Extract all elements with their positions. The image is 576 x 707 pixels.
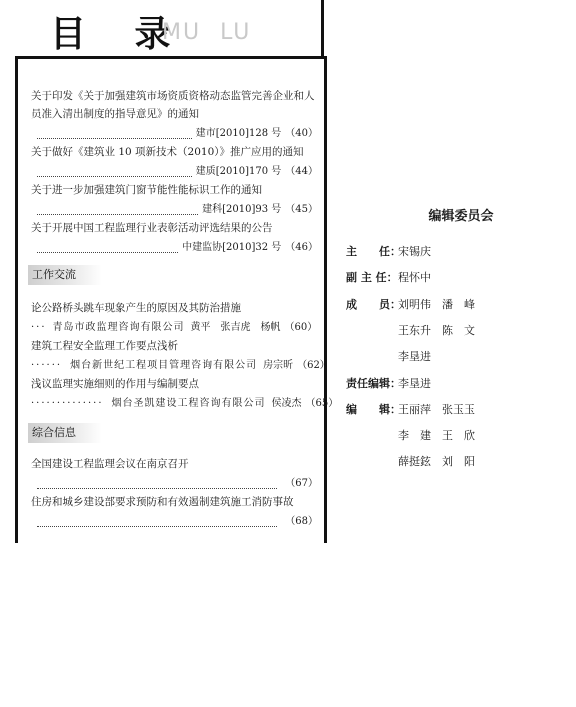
committee-role: 责任编辑： [346, 377, 401, 390]
leader-dots [37, 206, 198, 215]
toc-entry-ref-row [31, 125, 318, 143]
toc-entry-page: （65） [305, 398, 339, 409]
toc-entry-page: （46） [285, 242, 318, 253]
section-heading-general-info: 综合信息 [28, 423, 102, 443]
leader-dots [37, 244, 178, 253]
toc-entry-ref-row [31, 163, 318, 181]
toc-entry-doc-number: 中建监协[2010]32 号 [182, 242, 282, 253]
toc-entry-ref-row [31, 319, 318, 337]
committee-names: 宋锡庆 [398, 245, 431, 258]
committee-row [398, 348, 431, 364]
committee-names: 薛挺鉉 刘 阳 [398, 455, 475, 468]
toc-entry-title: 论公路桥头跳车现象产生的原因及其防治措施 [31, 302, 241, 314]
toc-entry[interactable] [31, 375, 339, 413]
toc-entry-authors: 侯凌杰 [271, 398, 302, 409]
committee-row [346, 269, 431, 285]
toc-entry[interactable] [31, 181, 318, 219]
toc-entry-title: 关于印发《关于加强建筑市场资质资格动态监管完善企业和人员准入清出制度的指导意见》的通知 [31, 90, 315, 120]
toc-entry-organization: 烟台新世纪工程项目管理咨询有限公司 [70, 360, 258, 371]
committee-names: 刘明伟 潘 峰 [398, 298, 475, 311]
contents-title-pinyin: MU LU [162, 20, 252, 45]
toc-entry-page: （62） [297, 360, 330, 371]
toc-entry-doc-number: 建科[2010]93 号 [202, 204, 282, 215]
committee-row [346, 243, 431, 259]
toc-entry-title: 关于做好《建筑业 10 项新技术（2010）》推广应用的通知 [31, 146, 304, 158]
toc-entry-page: （45） [285, 204, 318, 215]
committee-names: 王东升 陈 文 [398, 324, 475, 337]
toc-entry-ref-row [31, 513, 318, 531]
toc-entry-authors: 房宗昕 [263, 360, 294, 371]
committee-row [346, 375, 431, 391]
section-heading-work-exchange: 工作交流 [28, 265, 102, 285]
committee-row [398, 427, 475, 443]
toc-entry[interactable] [31, 87, 318, 143]
committee-row [398, 453, 475, 469]
committee-names: 李垦进 [398, 377, 431, 390]
committee-row [346, 296, 475, 312]
toc-entry-page: （67） [285, 478, 318, 489]
committee-role: 主 任： [346, 245, 401, 258]
toc-entry-ref-row [31, 475, 318, 493]
toc-entry-title: 关于开展中国工程监理行业表彰活动评选结果的公告 [31, 222, 273, 234]
toc-entry-page: （40） [285, 128, 318, 139]
table-of-contents [15, 56, 339, 543]
committee-role: 编 辑： [346, 403, 401, 416]
toc-entry-page: （44） [285, 166, 318, 177]
contents-title: 目 录 [50, 14, 189, 55]
toc-entry-ref-row [31, 239, 318, 257]
toc-entry[interactable] [31, 493, 318, 531]
leader-dots [37, 480, 277, 489]
leader-dots [37, 130, 192, 139]
committee-row [346, 401, 475, 417]
editorial-committee-title: 编辑委员会 [428, 209, 494, 224]
leader-dots [37, 168, 192, 177]
committee-row [398, 322, 475, 338]
header-divider [321, 0, 324, 56]
committee-role: 副 主 任： [346, 271, 398, 284]
toc-entry[interactable] [31, 337, 330, 375]
editorial-committee [346, 205, 566, 468]
toc-entry[interactable] [31, 299, 318, 337]
committee-names: 李 建 王 欣 [398, 429, 475, 442]
toc-entry-page: （60） [284, 322, 318, 333]
toc-entry-title: 关于进一步加强建筑门窗节能性能标识工作的通知 [31, 184, 262, 196]
committee-role: 成 员： [346, 298, 401, 311]
toc-entry-title: 浅议监理实施细则的作用与编制要点 [31, 378, 199, 390]
toc-entry-doc-number: 建市[2010]128 号 [195, 128, 282, 139]
leader-dots [37, 518, 277, 527]
toc-entry-ref-row [31, 201, 318, 219]
toc-entry-organization: 烟台圣凯建设工程咨询有限公司 [111, 398, 266, 409]
toc-entry-doc-number: 建质[2010]170 号 [195, 166, 282, 177]
committee-names: 李垦进 [398, 350, 431, 363]
toc-entry[interactable] [31, 219, 318, 257]
leader-dots: ·············· [31, 398, 104, 409]
leader-dots: ··· [31, 322, 47, 333]
leader-dots: ······ [31, 360, 63, 371]
toc-entry-ref-row [31, 357, 330, 375]
toc-entry-page: （68） [285, 516, 318, 527]
toc-entry[interactable] [31, 143, 318, 181]
contents-header [16, 0, 322, 56]
toc-entry-title: 全国建设工程监理会议在南京召开 [31, 458, 189, 470]
toc-entry-title: 建筑工程安全监理工作要点浅析 [31, 340, 178, 352]
toc-entry[interactable] [31, 455, 318, 493]
committee-names: 王丽萍 张玉玉 [398, 403, 475, 416]
toc-entry-authors: 黄平 张吉虎 杨帆 [190, 322, 281, 333]
toc-entry-title: 住房和城乡建设部要求预防和有效遏制建筑施工消防事故 [31, 496, 294, 508]
toc-entry-organization: 青岛市政监理咨询有限公司 [52, 322, 185, 333]
committee-names: 程怀中 [398, 271, 431, 284]
toc-entry-ref-row [31, 395, 339, 413]
